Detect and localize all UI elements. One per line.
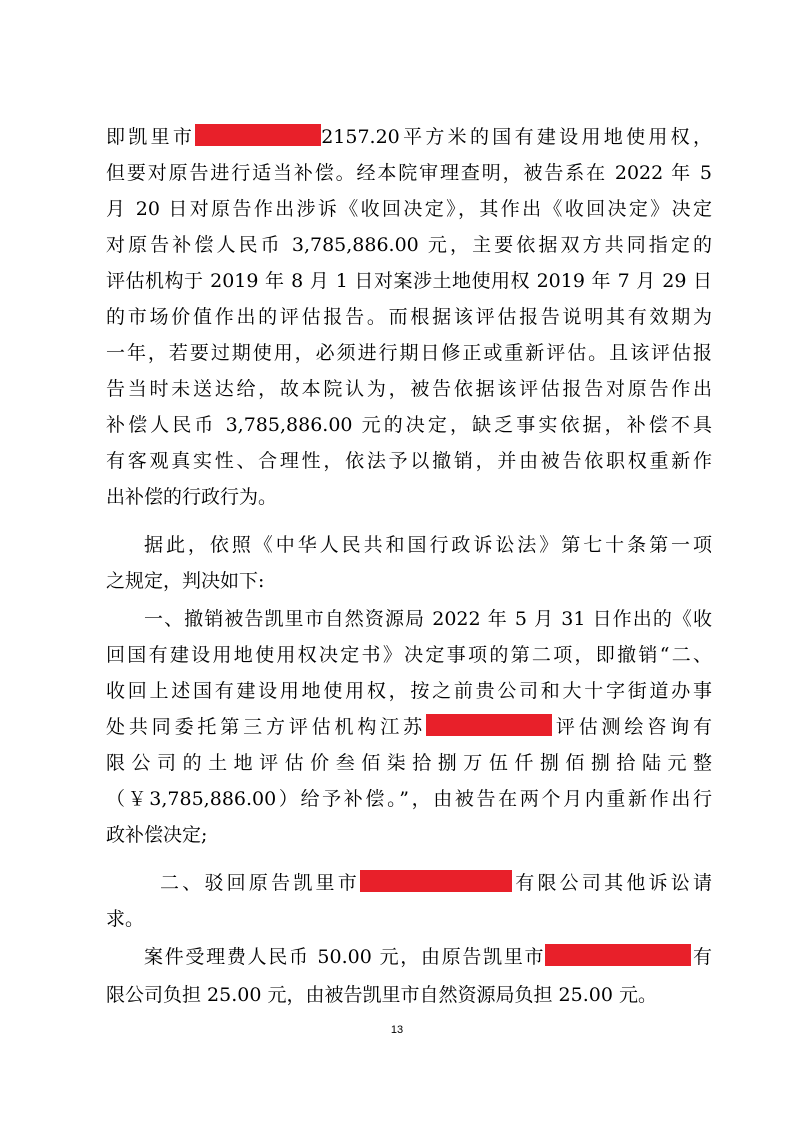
text-line: 一年，若要过期使用，必须进行期日修正或重新评估。且该评估报	[106, 342, 712, 364]
text-line-23	[144, 942, 712, 972]
text-line: 之规定，判决如下:	[106, 570, 265, 592]
text-line: 的市场价值作出的评估报告。而根据该评估报告说明其有效期为	[106, 306, 712, 328]
text-segment: 有限公司其他诉讼请	[512, 872, 712, 894]
text-line: 月 20 日对原告作出涉诉《收回决定》，其作出《收回决定》决定	[106, 198, 712, 220]
text-line: 评估机构于 2019 年 8 月 1 日对案涉土地使用权 2019 年 7 月 29 日	[106, 270, 712, 292]
text-line: 有客观真实性、合理性，依法予以撤销，并由被告依职权重新作	[106, 450, 712, 472]
text-segment: 评估测绘咨询有	[551, 716, 712, 738]
text-segment: 即凯里市	[106, 126, 196, 148]
text-line: 补偿人民币 3,785,886.00 元的决定，缺乏事实依据，补偿不具	[106, 414, 712, 436]
text-segment: 案件受理费人民币 50.00 元，由原告凯里市	[144, 946, 546, 968]
text-line-1	[106, 122, 712, 152]
text-line: 收回上述国有建设用地使用权，按之前贵公司和大十字街道办事	[106, 680, 712, 702]
text-line: 政补偿决定;	[106, 824, 208, 846]
redaction-block	[545, 944, 691, 966]
text-line: 对原告补偿人民币 3,785,886.00 元，主要依据双方共同指定的	[106, 234, 712, 256]
redaction-block	[360, 870, 512, 892]
redaction-block	[195, 124, 321, 146]
text-line: 但要对原告进行适当补偿。经本院审理查明，被告系在 2022 年 5	[106, 162, 712, 184]
page-number: 13	[390, 1024, 404, 1036]
redaction-block	[426, 714, 552, 736]
text-line: 回国有建设用地使用权决定书》决定事项的第二项，即撤销“二、	[106, 644, 712, 666]
text-line: 求。	[106, 908, 145, 930]
text-line: 限公司负担 25.00 元，由被告凯里市自然资源局负担 25.00 元。	[106, 984, 657, 1006]
text-segment: 处共同委托第三方评估机构江苏	[106, 716, 426, 738]
text-line: 据此，依照《中华人民共和国行政诉讼法》第七十条第一项	[144, 534, 712, 556]
text-line-21	[160, 868, 712, 898]
text-line: （￥3,785,886.00）给予补偿。”，由被告在两个月内重新作出行	[106, 788, 712, 810]
text-line: 限公司的土地评估价叁佰柒拾捌万伍仟捌佰捌拾陆元整	[106, 752, 712, 774]
text-line: 一、撤销被告凯里市自然资源局 2022 年 5 月 31 日作出的《收	[144, 608, 712, 630]
text-segment: 有	[691, 946, 712, 968]
text-line: 告当时未送达给，故本院认为，被告依据该评估报告对原告作出	[106, 378, 712, 400]
text-line: 出补偿的行政行为。	[106, 486, 278, 508]
text-segment: 2157.20平方米的国有建设用地使用权，	[321, 126, 712, 148]
text-segment: 二、驳回原告凯里市	[160, 872, 360, 894]
text-line-17	[106, 712, 712, 742]
